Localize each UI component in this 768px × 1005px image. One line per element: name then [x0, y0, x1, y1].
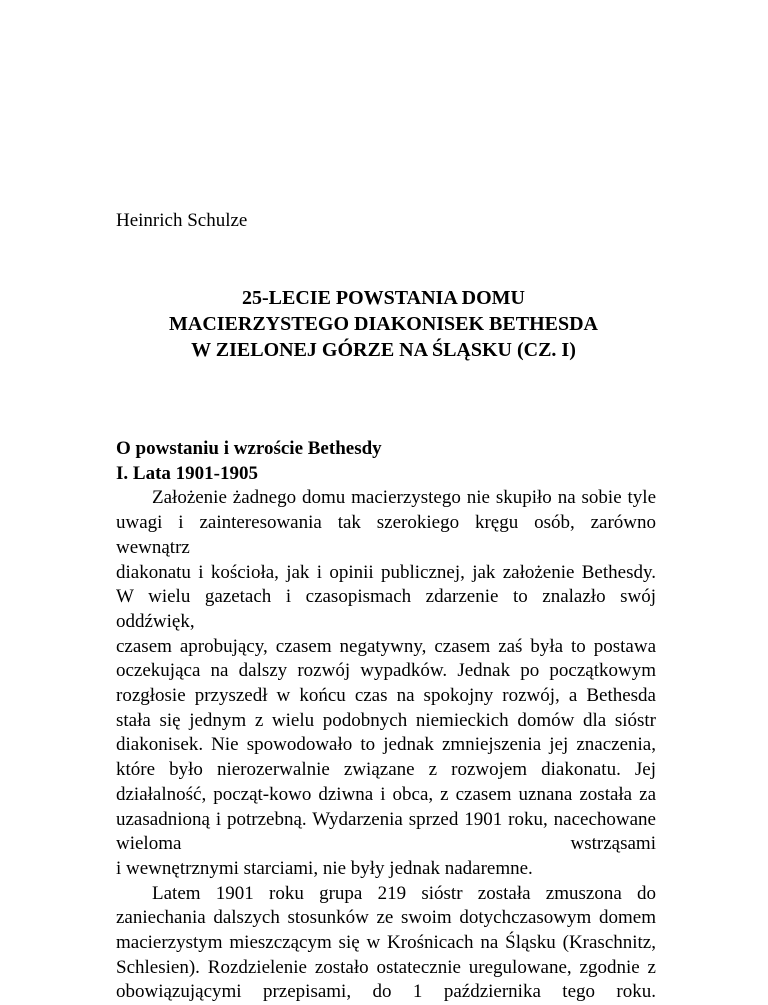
article-title	[110, 285, 657, 363]
text-line: uwagi i zainteresowania tak szerokiego kręgu osób, zarówno wewnątrz	[116, 512, 656, 558]
title-line: 25-LECIE POWSTANIA DOMU	[242, 287, 525, 309]
text-line: czasem aprobujący, czasem negatywny, czasem zaś była to postawa	[116, 635, 656, 657]
text-line: diakonisek. Nie spowodowało to jednak zmniejszenia jej znaczenia,	[116, 734, 656, 756]
text-line: oczekująca na dalszy rozwój wypadków. Jednak po początkowym	[116, 660, 656, 682]
paragraph-2	[116, 882, 656, 1005]
text-line: Założenie żadnego domu macierzystego nie skupiło na sobie tyle	[152, 487, 656, 509]
article-body	[116, 437, 656, 1005]
title-line: MACIERZYSTEGO DIAKONISEK BETHESDA	[169, 313, 598, 335]
text-line: Latem 1901 roku grupa 219 sióstr została zmuszona do	[152, 882, 656, 904]
section-heading: O powstaniu i wzroście Bethesdy	[116, 438, 382, 459]
text-line: diakonatu i kościoła, jak i opinii publicznej, jak założenie Bethesdy.	[116, 561, 656, 583]
text-line: stała się jednym z wielu podobnych niemieckich domów dla sióstr	[116, 709, 656, 731]
text-line: rozgłosie przyszedł w końcu czas na spokojny rozwój, a Bethesda	[116, 685, 656, 707]
text-line: i wewnętrznymi starciami, nie były jednak nadaremne.	[116, 857, 533, 879]
text-line: działalność, począt-kowo dziwna i obca, z czasem uznana została za	[116, 783, 656, 805]
text-line: które było nierozerwalnie związane z rozwojem diakonatu. Jej	[116, 759, 656, 781]
text-line: Schlesien). Rozdzielenie zostało ostatecznie uregulowane, zgodnie z	[116, 956, 656, 978]
title-line: W ZIELONEJ GÓRZE NA ŚLĄSKU (CZ. I)	[191, 339, 576, 361]
text-line: wieloma wstrząsami	[116, 833, 656, 855]
text-line: obowiązującymi przepisami, do 1 października tego roku.	[116, 981, 656, 1003]
author-name: Heinrich Schulze	[116, 210, 248, 231]
text-line: zaniechania dalszych stosunków ze swoim dotychczasowym domem	[116, 907, 656, 929]
text-line: uzasadnioną i potrzebną. Wydarzenia sprzed 1901 roku, nacechowane	[116, 808, 656, 830]
text-line: W wielu gazetach i czasopismach zdarzenie to znalazło swój oddźwięk,	[116, 586, 656, 632]
subsection-heading: I. Lata 1901-1905	[116, 462, 258, 484]
paragraph-1	[116, 486, 656, 881]
text-line: macierzystym mieszczącym się w Krośnicach na Śląsku (Kraschnitz,	[116, 932, 656, 954]
